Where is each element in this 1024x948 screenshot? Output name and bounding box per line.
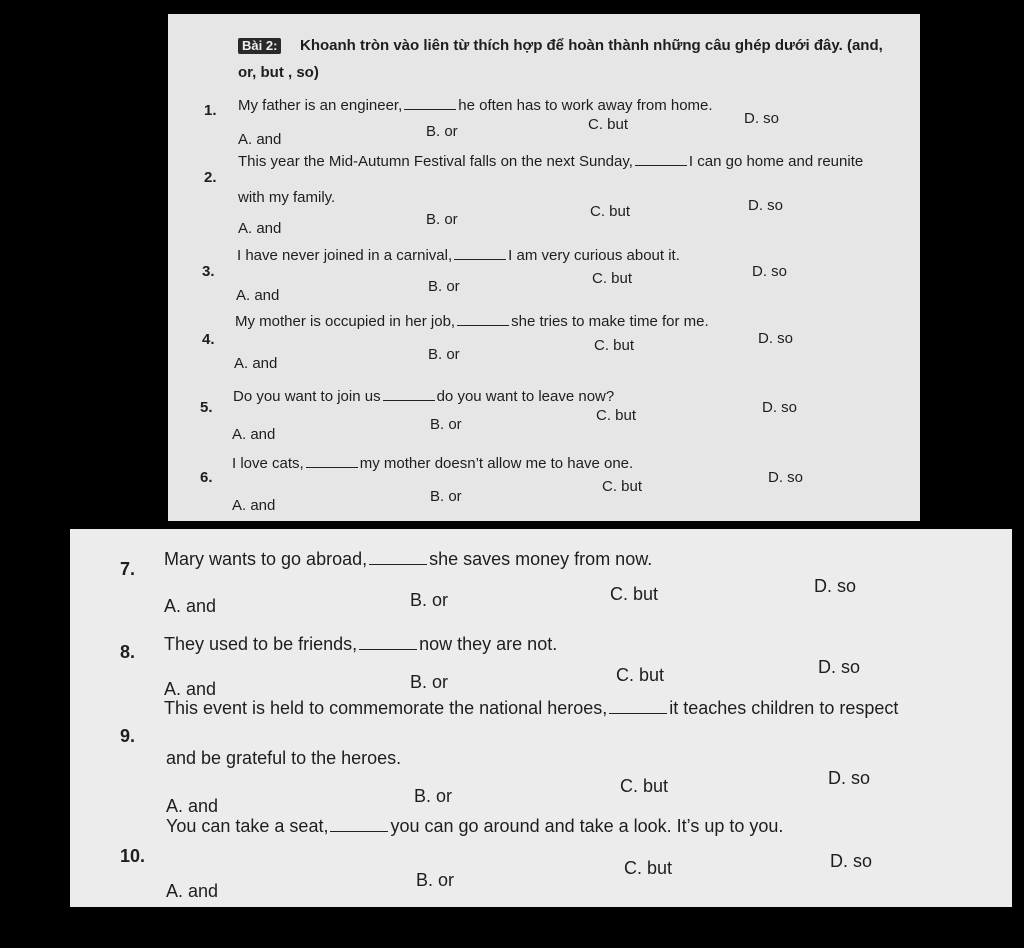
question-number: 9. [120, 726, 136, 746]
option-a[interactable]: A. and [166, 881, 219, 901]
option-a[interactable]: A. and [234, 355, 278, 372]
option-b[interactable]: B. or [410, 590, 449, 610]
option-c[interactable]: C. but [596, 407, 637, 424]
option-a[interactable]: A. and [238, 220, 282, 237]
option-c[interactable]: C. but [602, 478, 643, 495]
question-number: 8. [120, 642, 136, 662]
question-number: 7. [120, 559, 136, 579]
answer-blank[interactable] [609, 713, 667, 714]
answer-blank[interactable] [306, 467, 358, 468]
option-d[interactable]: D. so [828, 768, 871, 788]
exercise-badge: Bài 2: [238, 38, 281, 54]
option-a[interactable]: A. and [166, 796, 219, 816]
option-a[interactable]: A. and [164, 679, 217, 699]
worksheet-top [168, 14, 920, 521]
option-c[interactable]: C. but [594, 337, 635, 354]
answer-blank[interactable] [359, 649, 417, 650]
option-b[interactable]: B. or [416, 870, 455, 890]
question-text: My father is an engineer, he often has to work away from home. [238, 97, 713, 114]
answer-blank[interactable] [383, 400, 435, 401]
question-text: My mother is occupied in her job, she tries to make time for me. [235, 313, 709, 330]
option-b[interactable]: B. or [426, 211, 458, 228]
option-d[interactable]: D. so [830, 851, 873, 871]
answer-blank[interactable] [404, 109, 456, 110]
question-text: This year the Mid-Autumn Festival falls on the next Sunday, I can go home and reunite [238, 153, 864, 170]
answer-blank[interactable] [369, 564, 427, 565]
answer-blank[interactable] [457, 325, 509, 326]
option-b[interactable]: B. or [410, 672, 449, 692]
option-b[interactable]: B. or [414, 786, 453, 806]
option-b[interactable]: B. or [430, 488, 462, 505]
option-a[interactable]: A. and [232, 426, 276, 443]
answer-blank[interactable] [454, 259, 506, 260]
option-c[interactable]: C. but [590, 203, 631, 220]
question-number: 3. [202, 263, 215, 280]
option-d[interactable]: D. so [748, 197, 784, 214]
question-text: I love cats, my mother doesn’t allow me to have one. [232, 455, 634, 472]
option-c[interactable]: C. but [588, 116, 629, 133]
option-c[interactable]: C. but [620, 776, 669, 796]
option-d[interactable]: D. so [744, 110, 780, 127]
answer-blank[interactable] [635, 165, 687, 166]
instruction-line-1: Khoanh tròn vào liên từ thích hợp để hoàn thành những câu ghép dưới đây. (and, [300, 37, 883, 54]
option-c[interactable]: C. but [616, 665, 665, 685]
option-b[interactable]: B. or [426, 123, 458, 140]
option-b[interactable]: B. or [428, 346, 460, 363]
question-text: This event is held to commemorate the national heroes, it teaches children to respect [164, 698, 899, 718]
option-d[interactable]: D. so [762, 399, 798, 416]
question-text: Do you want to join us do you want to leave now? [233, 388, 615, 405]
question-number: 1. [204, 102, 217, 119]
question-text: I have never joined in a carnival, I am very curious about it. [237, 247, 680, 264]
option-c[interactable]: C. but [610, 584, 659, 604]
answer-blank[interactable] [330, 831, 388, 832]
question-text-continued: and be grateful to the heroes. [166, 748, 402, 768]
option-a[interactable]: A. and [236, 287, 280, 304]
option-a[interactable]: A. and [164, 596, 217, 616]
question-number: 4. [202, 331, 215, 348]
question-text: Mary wants to go abroad, she saves money from now. [164, 549, 653, 569]
question-number: 2. [204, 169, 217, 186]
instruction-line-2: or, but , so) [238, 64, 319, 81]
question-number: 10. [120, 846, 146, 866]
option-c[interactable]: C. but [624, 858, 673, 878]
option-d[interactable]: D. so [818, 657, 861, 677]
option-a[interactable]: A. and [232, 497, 276, 514]
worksheet-bottom [70, 529, 1012, 907]
option-d[interactable]: D. so [768, 469, 804, 486]
option-a[interactable]: A. and [238, 131, 282, 148]
question-text: They used to be friends, now they are not. [164, 634, 558, 654]
option-d[interactable]: D. so [814, 576, 857, 596]
option-c[interactable]: C. but [592, 270, 633, 287]
question-number: 6. [200, 469, 213, 486]
question-text: You can take a seat, you can go around and take a look. It’s up to you. [166, 816, 784, 836]
option-d[interactable]: D. so [752, 263, 788, 280]
option-b[interactable]: B. or [430, 416, 462, 433]
option-b[interactable]: B. or [428, 278, 460, 295]
question-text-continued: with my family. [238, 189, 336, 206]
option-d[interactable]: D. so [758, 330, 794, 347]
question-number: 5. [200, 399, 213, 416]
